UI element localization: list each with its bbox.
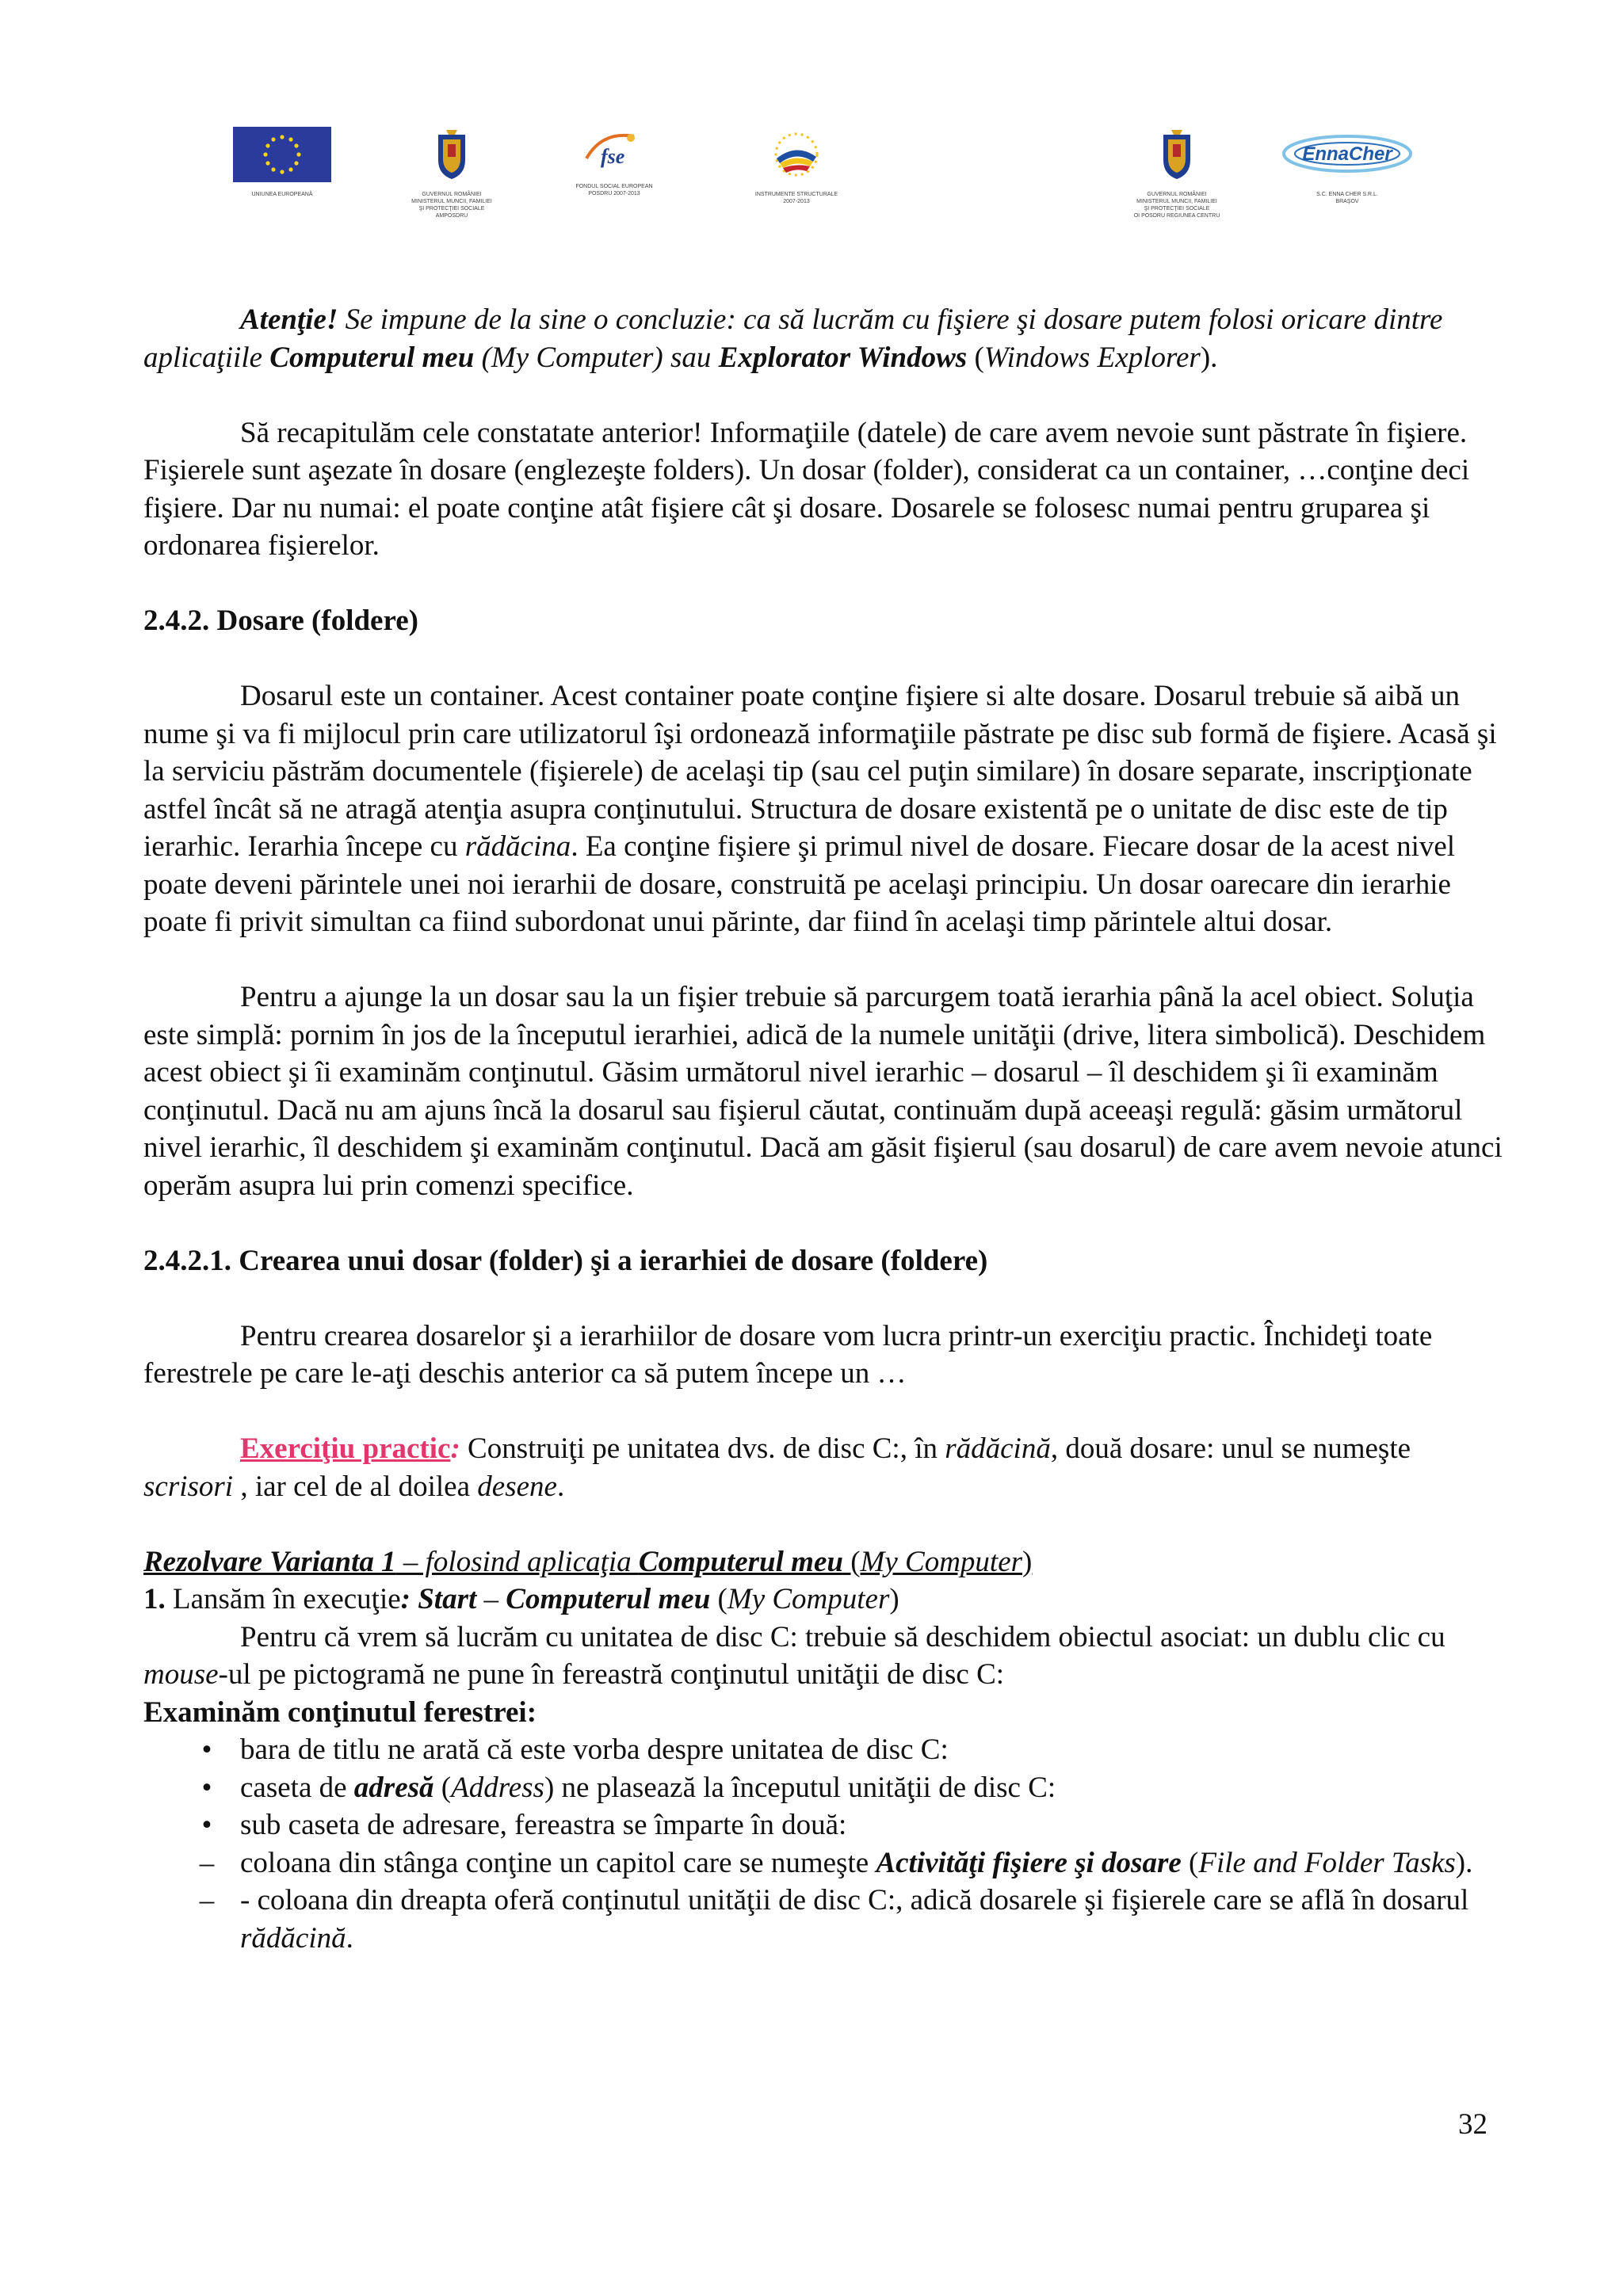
paragraph-recap: Să recapitulăm cele constatate anterior! Informaţiile (datele) de care avem nevoie sunt păstrate în fişiere. Fişierele sunt aşezate în dosare (englezeşte folders). Un dosar (folder), considerat ca un container, …conţine deci fişiere. Dar nu numai: el poate conţine atât fişiere cât şi dosare. Dosarele se folosesc numai pentru gruparea şi ordonarea fişierelor. xyxy=(143,416,1470,562)
exercise-label: Exerciţiu practic xyxy=(240,1432,451,1465)
paragraph-hierarchy-navigation: Pentru a ajunge la un dosar sau la un fişier trebuie să parcurgem toată ierarhia până la acel obiect. Soluţia este simplă: pornim în jos de la începutul ierarhiei, adică de la numele unităţii (drive, litera simbolică). Deschidem acest obiect şi îi examinăm conţinutul. Găsim următorul nivel ierarhic – dosarul – îl deschidem şi îi examinăm conţinutul. Dacă nu am ajuns încă la dosarul sau fişierul căutat, continuăm după aceeaşi regulă: găsim următorul nivel ierarhic, îl deschidem şi examinăm conţinutul. Dacă am găsit fişierul (sau dosarul) de care avem nevoie atunci operăm asupra lui prin comenzi specifice. xyxy=(143,981,1503,1202)
window-description-list xyxy=(143,1731,1507,1957)
subsection-heading: 2.4.2.1. Crearea unui dosar (folder) şi a ierarhiei de dosare (foldere) xyxy=(143,1244,988,1277)
ennacher-logo xyxy=(1276,127,1419,205)
logo-header xyxy=(222,127,1426,261)
structural-instruments-icon xyxy=(761,127,832,182)
list-item: • bara de titlu ne arată că este vorba despre unitatea de disc C: xyxy=(201,1733,949,1766)
list-item: – - coloana din dreapta oferă conţinutul unităţii de disc C:, adică dosarele şi fişierele care se află în dosarul rădăcină. xyxy=(199,1884,1469,1955)
fse-logo xyxy=(563,127,666,197)
paragraph-folder-definition: Dosarul este un container. Acest container poate conţine fişiere si alte dosare. Dosarul trebuie să aibă un nume şi va fi mijlocul prin care utilizatorul îşi ordonează informaţiile păstrate pe disc sub formă de fişiere. Acasă şi la serviciu păstrăm documentele (fişierele) de acelaşi tip (sau cel puţin similare) în dosare separate, inscripţionate astfel încât să ne atragă atenţia asupra conţinutului. Structura de dosare existentă pe o unitate de disc este de tip ierarhic. Ierarhia începe cu rădăcina. Ea conţine fişiere şi primul nivel de dosare. Fiecare dosar de la acest nivel poate deveni părintele unei noi ierarhii de dosare, construită pe acelaşi principiu. Un dosar oarecare din ierarhie poate fi privit simultan ca fiind subordonat unui părinte, dar fiind în acelaşi timp părintele altui dosar. xyxy=(143,680,1497,938)
eu-flag-icon xyxy=(233,127,331,182)
section-heading: 2.4.2. Dosare (foldere) xyxy=(143,605,418,637)
step-1: 1. Lansăm în execuţie: Start – Computerul meu (My Computer) xyxy=(143,1583,899,1615)
paragraph-exercise-intro: Pentru crearea dosarelor şi a ierarhiilor de dosare vom lucra printr-un exerciţiu practic. Închideţi toate ferestrele pe care le-aţi deschis anterior ca să putem începe un … xyxy=(143,1319,1433,1390)
eu-logo xyxy=(227,127,338,198)
document-body xyxy=(143,301,1507,1957)
eu-caption: UNIUNEA EUROPEANĂ xyxy=(251,192,313,197)
government-regional-caption: GUVERNUL ROMÂNIEI MINISTERUL MUNCII, FAMILIEI ŞI PROTECŢIEI SOCIALE OI POSDRU REGIUNEA CENTRU xyxy=(1133,192,1220,219)
government-caption: GUVERNUL ROMÂNIEI MINISTERUL MUNCII, FAMILIEI ŞI PROTECŢIEI SOCIALE AMPOSDRU xyxy=(411,192,492,219)
list-item: • caseta de adresă (Address) ne plasează la începutul unităţii de disc C: xyxy=(201,1771,1056,1804)
ennacher-caption: S.C. ENNA CHER S.R.L. BRAŞOV xyxy=(1316,192,1378,204)
fse-icon xyxy=(579,127,650,174)
ennacher-text: EnnaCher xyxy=(1302,143,1392,165)
list-item: – coloana din stânga conţine un capitol care se numeşte Activităţi fişiere şi dosare (File and Folder Tasks). xyxy=(199,1846,1473,1879)
examine-heading: Examinăm conţinutul ferestrei: xyxy=(143,1695,537,1729)
structural-instruments-caption: INSTRUMENTE STRUCTURALE 2007-2013 xyxy=(754,192,838,204)
coat-of-arms-icon xyxy=(1157,127,1197,182)
coat-of-arms-icon xyxy=(432,127,472,182)
page-number: 32 xyxy=(1458,2108,1487,2141)
structural-instruments-logo xyxy=(745,127,848,205)
paragraph-open-drive: Pentru că vrem să lucrăm cu unitatea de disc C: trebuie să deschidem obiectul asociat: un dublu clic cu mouse-ul pe pictogramă ne pune în fereastră conţinutul unităţii de disc C: xyxy=(143,1620,1445,1691)
fse-caption: FONDUL SOCIAL EUROPEAN POSDRU 2007-2013 xyxy=(575,184,653,196)
paragraph-exercise: Exerciţiu practic: Construiţi pe unitatea dvs. de disc C:, în rădăcină, două dosare: unul se numeşte scrisori , iar cel de al doilea desene. xyxy=(143,1432,1411,1503)
list-item: • sub caseta de adresare, fereastra se împarte în două: xyxy=(201,1809,847,1841)
paragraph-attention: Atenţie! Se impune de la sine o concluzie: ca să lucrăm cu fişiere şi dosare putem folosi oricare dintre aplicaţiile Computerul meu (My Computer) sau Explorator Windows (Windows Explorer). xyxy=(143,303,1443,374)
government-logo xyxy=(380,127,523,219)
fse-text: fse xyxy=(601,145,625,168)
ennacher-icon xyxy=(1280,127,1415,182)
solution-heading: Rezolvare Varianta 1 – folosind aplicaţia Computerul meu (My Computer) xyxy=(143,1545,1033,1578)
government-regional-logo xyxy=(1102,127,1252,219)
